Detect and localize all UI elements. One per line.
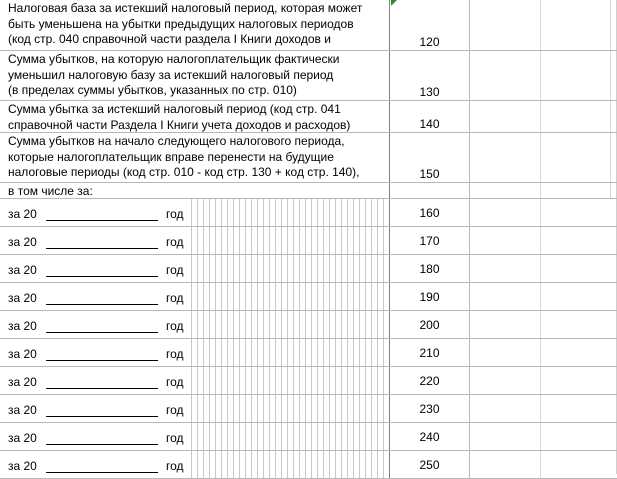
row-code: 190: [419, 290, 440, 304]
row-code: 180: [419, 262, 440, 276]
grid-line: [540, 423, 541, 450]
grid-line: [540, 255, 541, 282]
row-code: 150: [419, 167, 440, 181]
value-cell[interactable]: [470, 51, 617, 100]
year-input-line[interactable]: [46, 248, 158, 249]
form-row: [0, 183, 617, 199]
year-suffix: год: [166, 431, 184, 445]
year-prefix: за 20: [8, 291, 37, 305]
description-line: налоговые периоды (код стр. 010 - код стр. 130 + код стр. 140),: [8, 165, 360, 179]
value-cell[interactable]: [470, 0, 617, 50]
row-code: 170: [419, 234, 440, 248]
row-code: 240: [419, 430, 440, 444]
row-code: 130: [419, 85, 440, 99]
cell-gridlines: [186, 283, 390, 310]
year-input-line[interactable]: [46, 388, 158, 389]
year-row-description: [0, 283, 390, 310]
value-cell[interactable]: [470, 183, 617, 198]
year-row: [0, 311, 617, 339]
grid-line: [540, 51, 541, 100]
value-cell[interactable]: [470, 395, 617, 422]
year-prefix: за 20: [8, 347, 37, 361]
description-line: справочной части Раздела I Книги учета доходов и расходов): [8, 117, 351, 132]
grid-line: [540, 183, 541, 198]
row-description: [0, 51, 390, 100]
row-description: [0, 101, 390, 132]
year-suffix: год: [166, 375, 184, 389]
row-code-cell[interactable]: [390, 423, 470, 450]
description-line: (код стр. 040 справочной части раздела I Книги доходов и: [8, 32, 331, 46]
value-cell[interactable]: [470, 311, 617, 338]
year-row-description: [0, 423, 390, 450]
year-row-description: [0, 339, 390, 366]
year-suffix: год: [166, 263, 184, 277]
cell-gridlines: [186, 311, 390, 338]
year-row-description: [0, 395, 390, 422]
year-prefix: за 20: [8, 207, 37, 221]
value-cell[interactable]: [470, 339, 617, 366]
year-prefix: за 20: [8, 459, 37, 473]
row-description: [0, 0, 390, 50]
year-row: [0, 395, 617, 423]
row-code-cell[interactable]: [390, 133, 470, 182]
description-line: Сумма убытков на начало следующего налогового периода,: [8, 134, 345, 148]
year-row-description: [0, 311, 390, 338]
value-cell[interactable]: [470, 255, 617, 282]
year-row-description: [0, 199, 390, 226]
row-code-cell[interactable]: [390, 339, 470, 366]
value-cell[interactable]: [470, 283, 617, 310]
row-code: 160: [419, 206, 440, 220]
year-row-description: [0, 255, 390, 282]
year-suffix: год: [166, 235, 184, 249]
row-code: 210: [419, 346, 440, 360]
year-row: [0, 423, 617, 451]
grid-line: [610, 183, 611, 198]
row-code: 140: [419, 117, 440, 131]
row-code: 120: [419, 35, 440, 49]
grid-line: [610, 0, 611, 50]
year-input-line[interactable]: [46, 444, 158, 445]
cell-gridlines: [186, 227, 390, 254]
row-code-cell[interactable]: [390, 367, 470, 394]
cell-gridlines: [186, 367, 390, 394]
form-row: [0, 101, 617, 133]
grid-line: [540, 339, 541, 366]
year-input-line[interactable]: [46, 220, 158, 221]
year-row: [0, 283, 617, 311]
grid-line: [610, 101, 611, 132]
grid-line: [540, 395, 541, 422]
year-row: [0, 255, 617, 283]
year-input-line[interactable]: [46, 332, 158, 333]
cell-gridlines: [186, 255, 390, 282]
year-suffix: год: [166, 291, 184, 305]
grid-line: [540, 367, 541, 394]
row-code: 220: [419, 374, 440, 388]
grid-line: [610, 133, 611, 182]
grid-line: [540, 0, 541, 50]
grid-line: [540, 101, 541, 132]
value-cell[interactable]: [470, 199, 617, 226]
year-input-line[interactable]: [46, 416, 158, 417]
year-input-line[interactable]: [46, 276, 158, 277]
year-suffix: год: [166, 403, 184, 417]
row-code-cell[interactable]: [390, 183, 470, 198]
cell-gridlines: [186, 339, 390, 366]
comment-indicator-icon: [391, 0, 397, 6]
year-suffix: год: [166, 207, 184, 221]
row-code: 230: [419, 402, 440, 416]
row-code: 250: [419, 458, 440, 472]
description-line: Налоговая база за истекший налоговый период, которая может: [8, 1, 363, 15]
row-code-cell[interactable]: [390, 255, 470, 282]
row-code-cell[interactable]: [390, 101, 470, 132]
year-prefix: за 20: [8, 431, 37, 445]
year-suffix: год: [166, 319, 184, 333]
grid-line: [610, 51, 611, 100]
grid-line: [540, 227, 541, 254]
description-line: в том числе за:: [8, 184, 93, 198]
value-cell[interactable]: [470, 227, 617, 254]
description-line: Сумма убытков, на которую налогоплательщик фактически: [8, 52, 340, 66]
form-row: [0, 0, 617, 51]
row-code-cell[interactable]: [390, 311, 470, 338]
grid-line: [540, 199, 541, 226]
cell-gridlines: [186, 199, 390, 226]
year-row-description: [0, 227, 390, 254]
form-row: [0, 133, 617, 183]
description-line: (в пределах суммы убытков, указанных по стр. 010): [8, 83, 297, 97]
description-line: Сумма убытка за истекший налоговый период (код стр. 041: [8, 102, 341, 116]
year-row: [0, 339, 617, 367]
year-prefix: за 20: [8, 319, 37, 333]
year-row: [0, 367, 617, 395]
year-suffix: год: [166, 459, 184, 473]
cell-gridlines: [186, 423, 390, 450]
form-row: [0, 51, 617, 101]
year-row-description: [0, 367, 390, 394]
cell-gridlines: [186, 395, 390, 422]
row-code: 200: [419, 318, 440, 332]
row-code-cell[interactable]: [390, 227, 470, 254]
row-code-cell[interactable]: [390, 0, 470, 50]
description-line: быть уменьшена на убытки предыдущих налоговых периодов: [8, 16, 354, 31]
value-cell[interactable]: [470, 423, 617, 450]
year-input-line[interactable]: [46, 472, 158, 473]
year-row: [0, 227, 617, 255]
year-prefix: за 20: [8, 403, 37, 417]
year-input-line[interactable]: [46, 360, 158, 361]
row-code-cell[interactable]: [390, 51, 470, 100]
year-row: [0, 199, 617, 227]
grid-line: [540, 311, 541, 338]
year-suffix: год: [166, 347, 184, 361]
grid-line: [540, 133, 541, 182]
year-input-line[interactable]: [46, 304, 158, 305]
year-row: [0, 451, 617, 479]
year-prefix: за 20: [8, 375, 37, 389]
row-code-cell[interactable]: [390, 199, 470, 226]
row-code-cell[interactable]: [390, 395, 470, 422]
row-code-cell[interactable]: [390, 283, 470, 310]
year-prefix: за 20: [8, 263, 37, 277]
row-description: [0, 133, 390, 182]
description-line: которые налогоплательщик вправе перенести на будущие: [8, 149, 334, 164]
value-cell[interactable]: [470, 367, 617, 394]
value-cell[interactable]: [470, 133, 617, 182]
grid-line: [540, 283, 541, 310]
year-prefix: за 20: [8, 235, 37, 249]
row-description: [0, 183, 390, 198]
value-cell[interactable]: [470, 101, 617, 132]
description-line: уменьшил налоговую базу за истекший налоговый период: [8, 67, 334, 82]
